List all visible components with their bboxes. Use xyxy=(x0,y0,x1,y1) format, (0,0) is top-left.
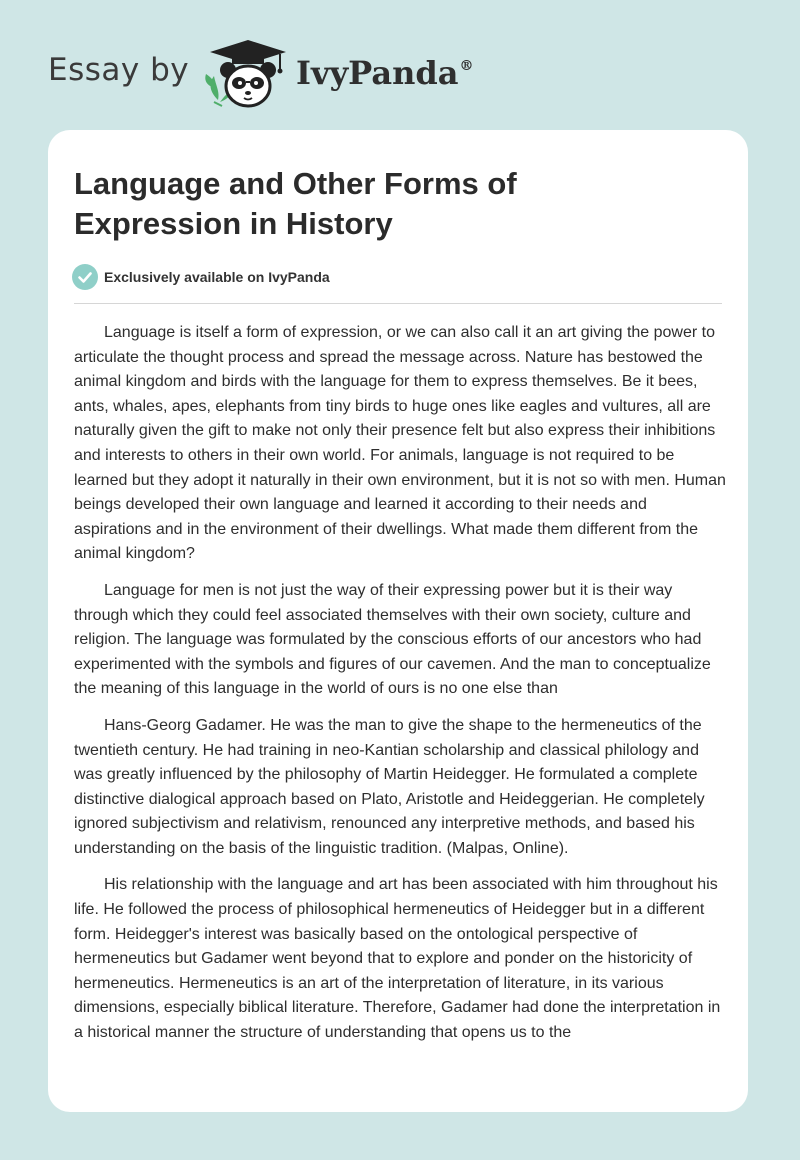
essay-by-label: Essay by xyxy=(48,52,190,88)
essay-paragraph: Hans-Georg Gadamer. He was the man to give the shape to the hermeneutics of the twentieth century. He had training in neo-Kantian scholarship and classical philology and was greatly influenced by the philosophy of Martin Heidegger. He formulated a complete distinctive dialogical approach based on Plato, Aristotle and Heideggerian. He completely ignored subjectivism and relativism, renounced any interpretive methods, and based his understanding on the basis of the linguistic tradition. (Malpas, Online). xyxy=(74,716,705,857)
exclusive-badge-text: Exclusively available on IvyPanda xyxy=(104,269,330,285)
essay-title: Language and Other Forms of Expression in History xyxy=(74,166,517,241)
essay-card xyxy=(48,130,748,1112)
brand-name: IvyPanda xyxy=(296,54,459,92)
brand-logo-text[interactable] xyxy=(296,54,473,92)
essay-body xyxy=(74,321,726,1058)
essay-paragraph: Language is itself a form of expression, or we can also call it an art giving the power to articulate the thought process and spread the message across. Nature has bestowed the animal kingdom and birds with the language for them to express themselves. Be it bees, ants, whales, apes, elephants from tiny birds to huge ones like eagles and vultures, all are naturally given the gift to make not only their presence felt but also express their inhibitions and interests to others in their own world. For animals, language is not required to be learned but they adopt it naturally in their own environment, but it is not so with men. Human beings developed their own language and learned it according to their needs and aspirations and in the environment of their dwellings. What made them different from the animal kingdom? xyxy=(74,324,726,563)
panda-graduate-icon[interactable] xyxy=(200,36,296,112)
essay-paragraph: Language for men is not just the way of their expressing power but it is their way through which they could feel associated themselves with their own society, culture and religion. The language was formulated by the conscious efforts of our ancestors who had experimented with the symbols and figures of our cavemen. And the man to conceptualize the meaning of this language in the world of ours is no one else than xyxy=(74,581,711,698)
registered-mark: ® xyxy=(459,58,474,74)
essay-paragraph: His relationship with the language and art has been associated with him throughout his life. He followed the process of philosophical hermeneutics of Heidegger but in a different form. Heidegger's interest was basically based on the ontological perspective of hermeneutics but Gadamer went beyond that to explore and ponder on the historicity of hermeneutics. Hermeneutics is an art of the interpretation of literature, in its various dimensions, especially biblical literature. Therefore, Gadamer had done the interpretation in a historical manner the structure of understanding that opens us to the xyxy=(74,876,721,1042)
title-divider xyxy=(74,303,722,304)
exclusive-badge xyxy=(72,264,330,290)
site-header xyxy=(0,0,800,130)
check-circle-icon xyxy=(72,264,98,290)
